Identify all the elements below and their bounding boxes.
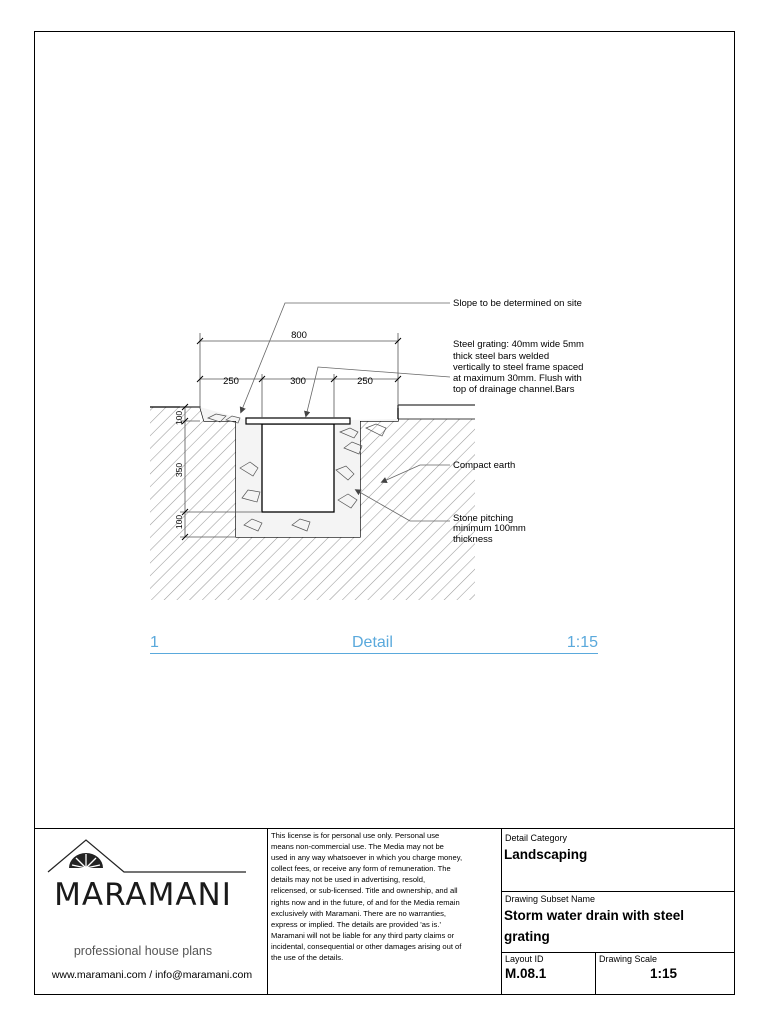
category-value: Landscaping xyxy=(504,847,588,862)
license-line: means non-commercial use. The Media may not be xyxy=(271,842,444,852)
dim-mid-depth: 350 xyxy=(174,462,184,478)
steel-grating xyxy=(246,418,350,424)
callout-stone-2: minimum 100mm xyxy=(453,523,526,534)
callout-grating-4: at maximum 30mm. Flush with xyxy=(453,373,582,384)
logo-name: MARAMANI xyxy=(54,877,232,913)
tb-divider-1 xyxy=(267,828,268,995)
subset-value-line1: Storm water drain with steel xyxy=(504,908,685,923)
contact-info: www.maramani.com / info@maramani.com xyxy=(51,969,253,981)
license-line: rights now and in the future, of and for the Media remain xyxy=(271,897,460,907)
callout-stone-3: thickness xyxy=(453,534,493,545)
subset-value-line2: grating xyxy=(504,929,550,944)
callout-grating-1: Steel grating: 40mm wide 5mm xyxy=(453,339,584,350)
callout-grating-2: thick steel bars welded xyxy=(453,351,550,362)
license-line: details may not be used in advertising, resold, xyxy=(271,875,426,885)
callout-grating-3: vertically to steel frame spaced xyxy=(453,362,584,373)
dim-top-depth: 100 xyxy=(174,410,184,426)
logo-mark xyxy=(40,834,250,880)
license-line: incidental, consequential or other damages arising out of xyxy=(271,941,462,951)
tb-rule-layout xyxy=(501,952,735,953)
detail-title xyxy=(150,634,598,652)
detail-scale: 1:15 xyxy=(566,634,598,651)
drainage-channel xyxy=(262,424,334,512)
callout-compact-earth: Compact earth xyxy=(453,460,516,471)
tb-divider-3 xyxy=(595,952,596,995)
license-line: collect fees, or receive any form of remuneration. The xyxy=(271,864,451,874)
subset-label: Drawing Subset Name xyxy=(505,894,596,904)
dim-bottom-depth: 100 xyxy=(174,514,184,530)
dim-center: 300 xyxy=(290,376,306,387)
detail-name: Detail xyxy=(352,634,393,651)
tb-rule-subset xyxy=(501,891,735,892)
tb-divider-2 xyxy=(501,828,502,995)
scale-value: 1:15 xyxy=(650,966,678,981)
license-line: used in any way whatsoever in which you charge money, xyxy=(271,853,463,863)
category-label: Detail Category xyxy=(505,833,568,843)
dim-left: 250 xyxy=(223,376,239,387)
callout-grating-5: top of drainage channel.Bars xyxy=(453,384,575,395)
callout-slope: Slope to be determined on site xyxy=(453,298,582,309)
detail-number: 1 xyxy=(150,634,159,651)
layout-label: Layout ID xyxy=(505,954,544,964)
dim-overall: 800 xyxy=(291,330,307,341)
tb-top-rule xyxy=(34,828,735,829)
layout-value: M.08.1 xyxy=(505,966,547,981)
dim-right: 250 xyxy=(357,376,373,387)
license-text xyxy=(271,830,500,963)
scale-label: Drawing Scale xyxy=(599,954,658,964)
logo-tagline: professional house plans xyxy=(73,944,213,958)
license-line: Maramani will not be liable for any third party claims or xyxy=(271,930,455,940)
detail-title-rule xyxy=(150,653,598,654)
license-line: the use of the details. xyxy=(271,953,344,963)
callout-stone-1: Stone pitching xyxy=(453,513,514,524)
license-line: This license is for personal use only. Personal use xyxy=(271,831,440,840)
license-line: exclusively with Maramani. There are no warranties, xyxy=(271,908,447,918)
license-line: relicensed, or sub-licensed. Title and ownership, and all xyxy=(271,886,458,896)
license-line: express or implied. The details are provided 'as is.' xyxy=(271,919,441,929)
